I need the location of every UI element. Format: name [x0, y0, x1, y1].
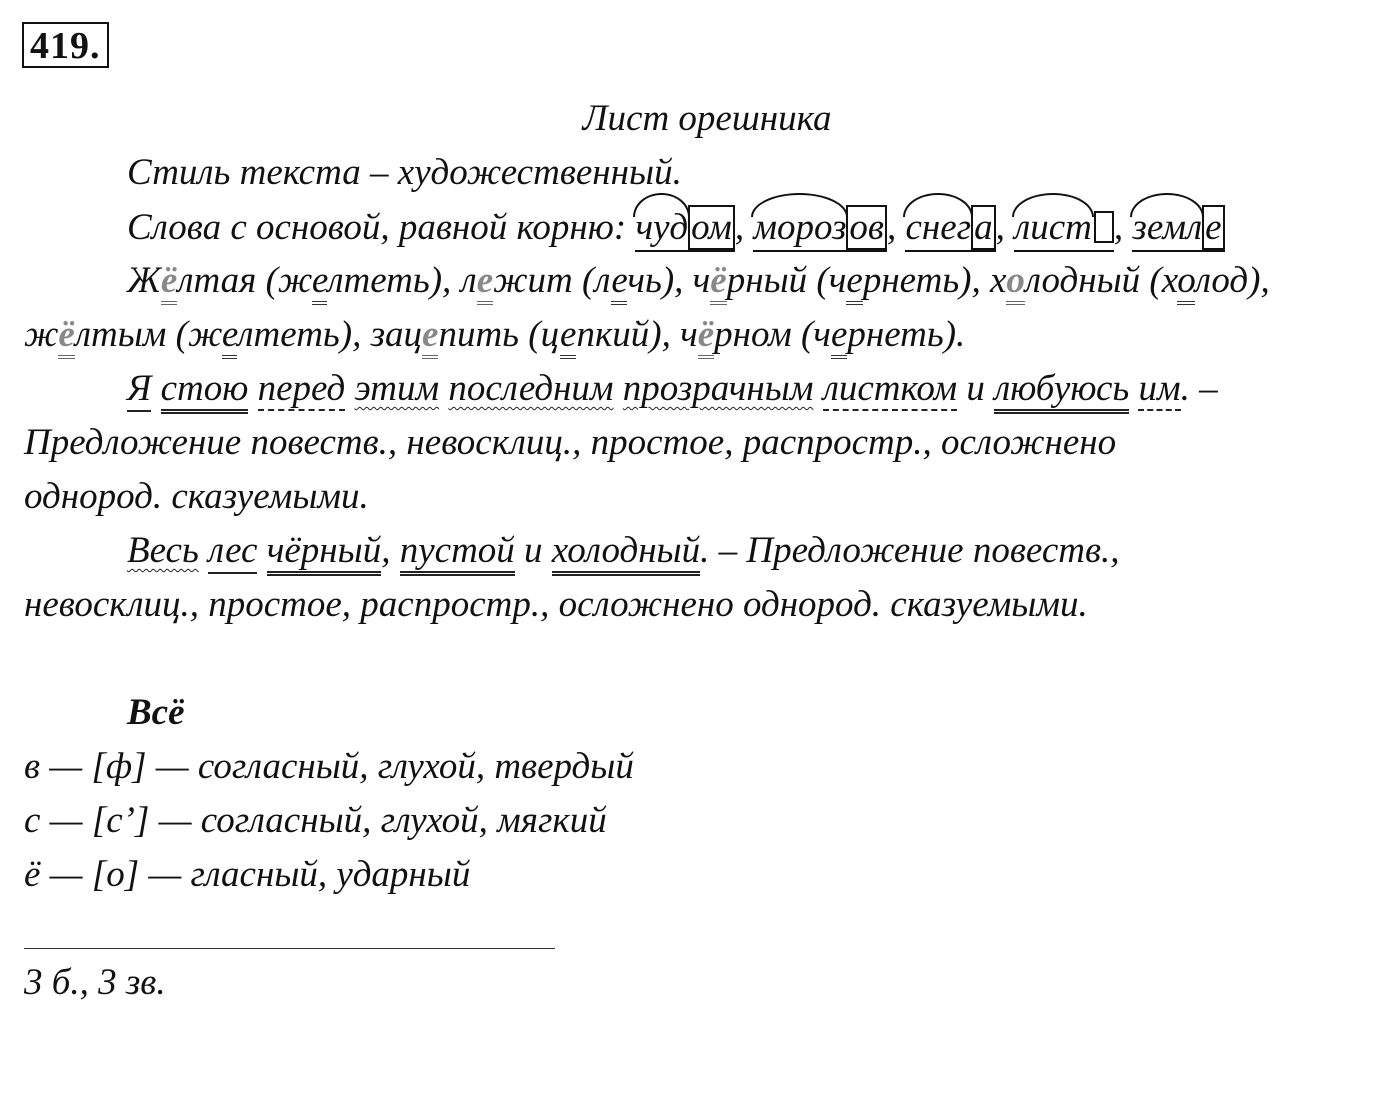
root-word-4: лист	[1014, 207, 1114, 252]
attribute: Весь	[127, 530, 199, 571]
roots-line: Слова с основой, равной корню: чудом, морозов, снега, лист , земле	[127, 205, 1225, 251]
object-2: им	[1138, 368, 1181, 409]
sentence-2-analysis: невосклиц., простое, распростр., осложнено однород. сказуемыми.	[24, 584, 1088, 625]
zero-ending-box	[1094, 211, 1114, 243]
roots-lead: Слова с основой, равной корню:	[127, 207, 636, 248]
vowels-line-2: жёлтым (желтеть), зацепить (цепкий), чёрном (чернеть).	[24, 312, 965, 358]
root-word-3: снега	[905, 207, 995, 252]
vowels-line-1: Жёлтая (желтеть), лежит (лечь), чёрный (чернеть), холодный (холод),	[127, 258, 1270, 304]
text-title: Лист орешника	[582, 98, 832, 139]
predicate-1: чёрный	[267, 530, 382, 576]
sentence-1-analysis-1: Предложение повеств., невосклиц., простое, распростр., осложнено	[24, 422, 1117, 463]
root-word-5: земле	[1132, 207, 1224, 252]
divider	[24, 948, 555, 949]
style-line: Стиль текста – художественный.	[127, 152, 682, 193]
predicate-3: холодный	[552, 530, 700, 576]
predicate-2: любуюсь	[994, 368, 1129, 414]
phonetic-summary: 3 б., 3 зв.	[24, 962, 166, 1003]
exercise-number: 419.	[22, 22, 109, 68]
phonetic-row-1: в — [ф] — согласный, глухой, твердый	[24, 746, 634, 787]
subject: лес	[208, 530, 257, 574]
object-1: листком	[822, 368, 958, 409]
attribute-2: последним	[448, 368, 614, 409]
attribute-3: прозрачным	[622, 368, 814, 409]
predicate-1: стою	[161, 368, 249, 414]
phonetic-row-2: с — [с’] — согласный, глухой, мягкий	[24, 800, 607, 841]
adverbial: перед	[257, 368, 346, 409]
subject: Я	[127, 368, 151, 412]
phonetic-row-3: ё — [о] — гласный, ударный	[24, 854, 471, 895]
phonetic-word: Всё	[127, 692, 185, 733]
root-word-2: морозов	[753, 207, 887, 252]
sentence-2: Весь лес чёрный, пустой и холодный. – Предложение повеств.,	[127, 528, 1120, 574]
predicate-2: пустой	[400, 530, 515, 576]
sentence-1: Я стою перед этим последним прозрачным листком и любуюсь им. –	[127, 366, 1218, 412]
root-word-1: чудом	[635, 207, 734, 252]
sentence-1-analysis-2: однород. сказуемыми.	[24, 476, 369, 517]
attribute-1: этим	[354, 368, 440, 409]
